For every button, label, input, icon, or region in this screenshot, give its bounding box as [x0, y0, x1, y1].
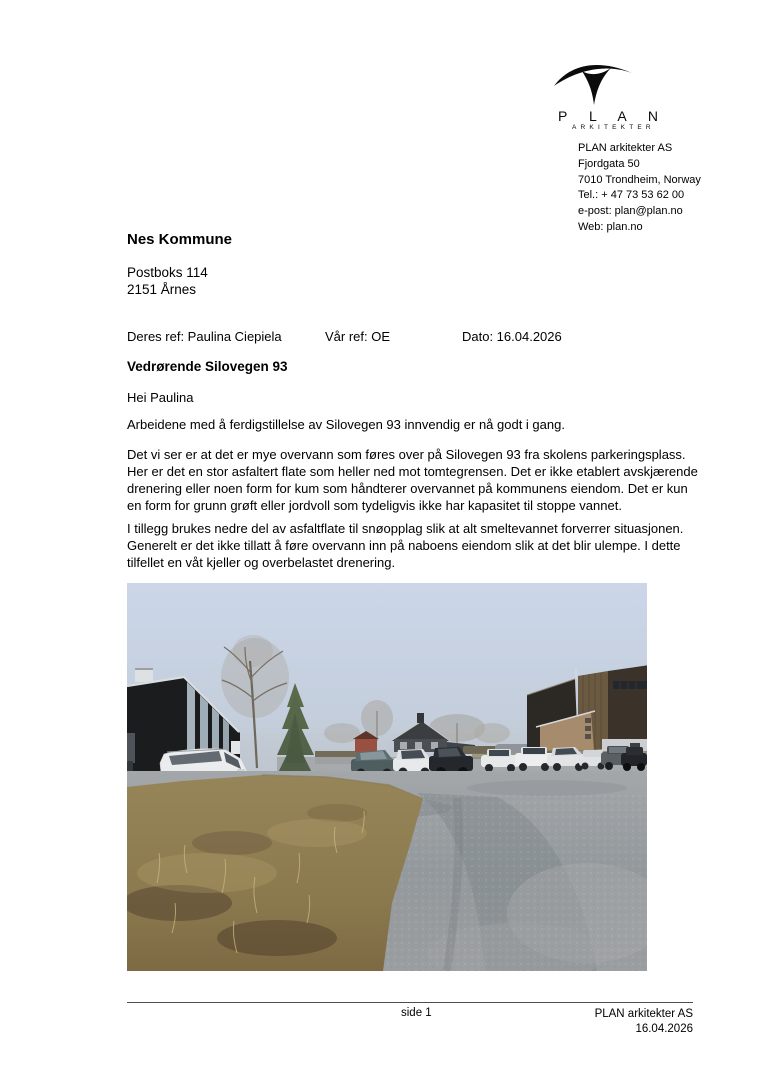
- sender-street: Fjordgata 50: [578, 157, 640, 170]
- footer-page-number: side 1: [401, 1007, 432, 1019]
- logo-subtitle: ARKITEKTER: [572, 124, 655, 131]
- sender-company: PLAN arkitekter AS: [578, 142, 673, 154]
- dato: Dato: 16.04.2026: [462, 329, 562, 344]
- sender-phone: Tel.: + 47 73 53 62 00: [578, 189, 685, 202]
- sender-web: Web: plan.no: [578, 220, 643, 233]
- para2-line2: Her er det en stor asfaltert flate som heller ned mot tomtegrensen. Det er ikke etablert avskjærende: [127, 464, 698, 479]
- letter-greeting: Hei Paulina: [127, 390, 194, 405]
- deres-ref: Deres ref: Paulina Ciepiela: [127, 329, 282, 344]
- para3-line1: I tillegg brukes nedre del av asfaltflate til snøopplag slik at alt smeltevannet forverrer situasjonen.: [127, 521, 684, 536]
- recipient-address: [127, 264, 208, 298]
- sender-email: e-post: plan@plan.no: [578, 205, 683, 218]
- recipient-address-line1: Postboks 114: [127, 265, 208, 280]
- footer-company-block: [493, 1007, 693, 1037]
- para2-line4: en form for grunn grøft eller jordvoll som tydeligvis ikke har kapasitet til stoppe vannet.: [127, 498, 622, 513]
- footer-divider: [127, 1002, 693, 1003]
- para2-line1: Det vi ser er at det er mye overvann som føres over på Silovegen 93 fra skolens parkeringsplass.: [127, 447, 686, 462]
- plan-logo-bird-icon: [552, 55, 634, 107]
- letter-para3: [127, 520, 683, 571]
- sender-info-block: [578, 141, 701, 236]
- para3-line3: tilfellet en våt kjeller og overbelastet drenering.: [127, 555, 396, 570]
- letter-para1: Arbeidene med å ferdigstillelse av Silovegen 93 innvendig er nå godt i gang.: [127, 417, 565, 432]
- sender-city: 7010 Trondheim, Norway: [578, 173, 701, 186]
- footer-company: PLAN arkitekter AS: [594, 1008, 693, 1020]
- para3-line2: Generelt er det ikke tillatt å føre overvann inn på naboens eiendom slik at det blir ulempe. I dette: [127, 538, 681, 553]
- footer-date: 16.04.2026: [635, 1023, 693, 1035]
- var-ref: Vår ref: OE: [325, 329, 391, 344]
- recipient-name: Nes Kommune: [127, 231, 233, 248]
- letter-para2: [127, 446, 698, 514]
- letter-subject: Vedrørende Silovegen 93: [127, 359, 288, 374]
- logo-wordmark: P L A N: [558, 108, 667, 124]
- recipient-address-line2: 2151 Årnes: [127, 282, 197, 297]
- site-photo-parking-lot: [127, 583, 647, 971]
- para2-line3: drenering eller noen form for kum som håndterer overvannet på kommunens eiendom. Det er kun: [127, 481, 688, 496]
